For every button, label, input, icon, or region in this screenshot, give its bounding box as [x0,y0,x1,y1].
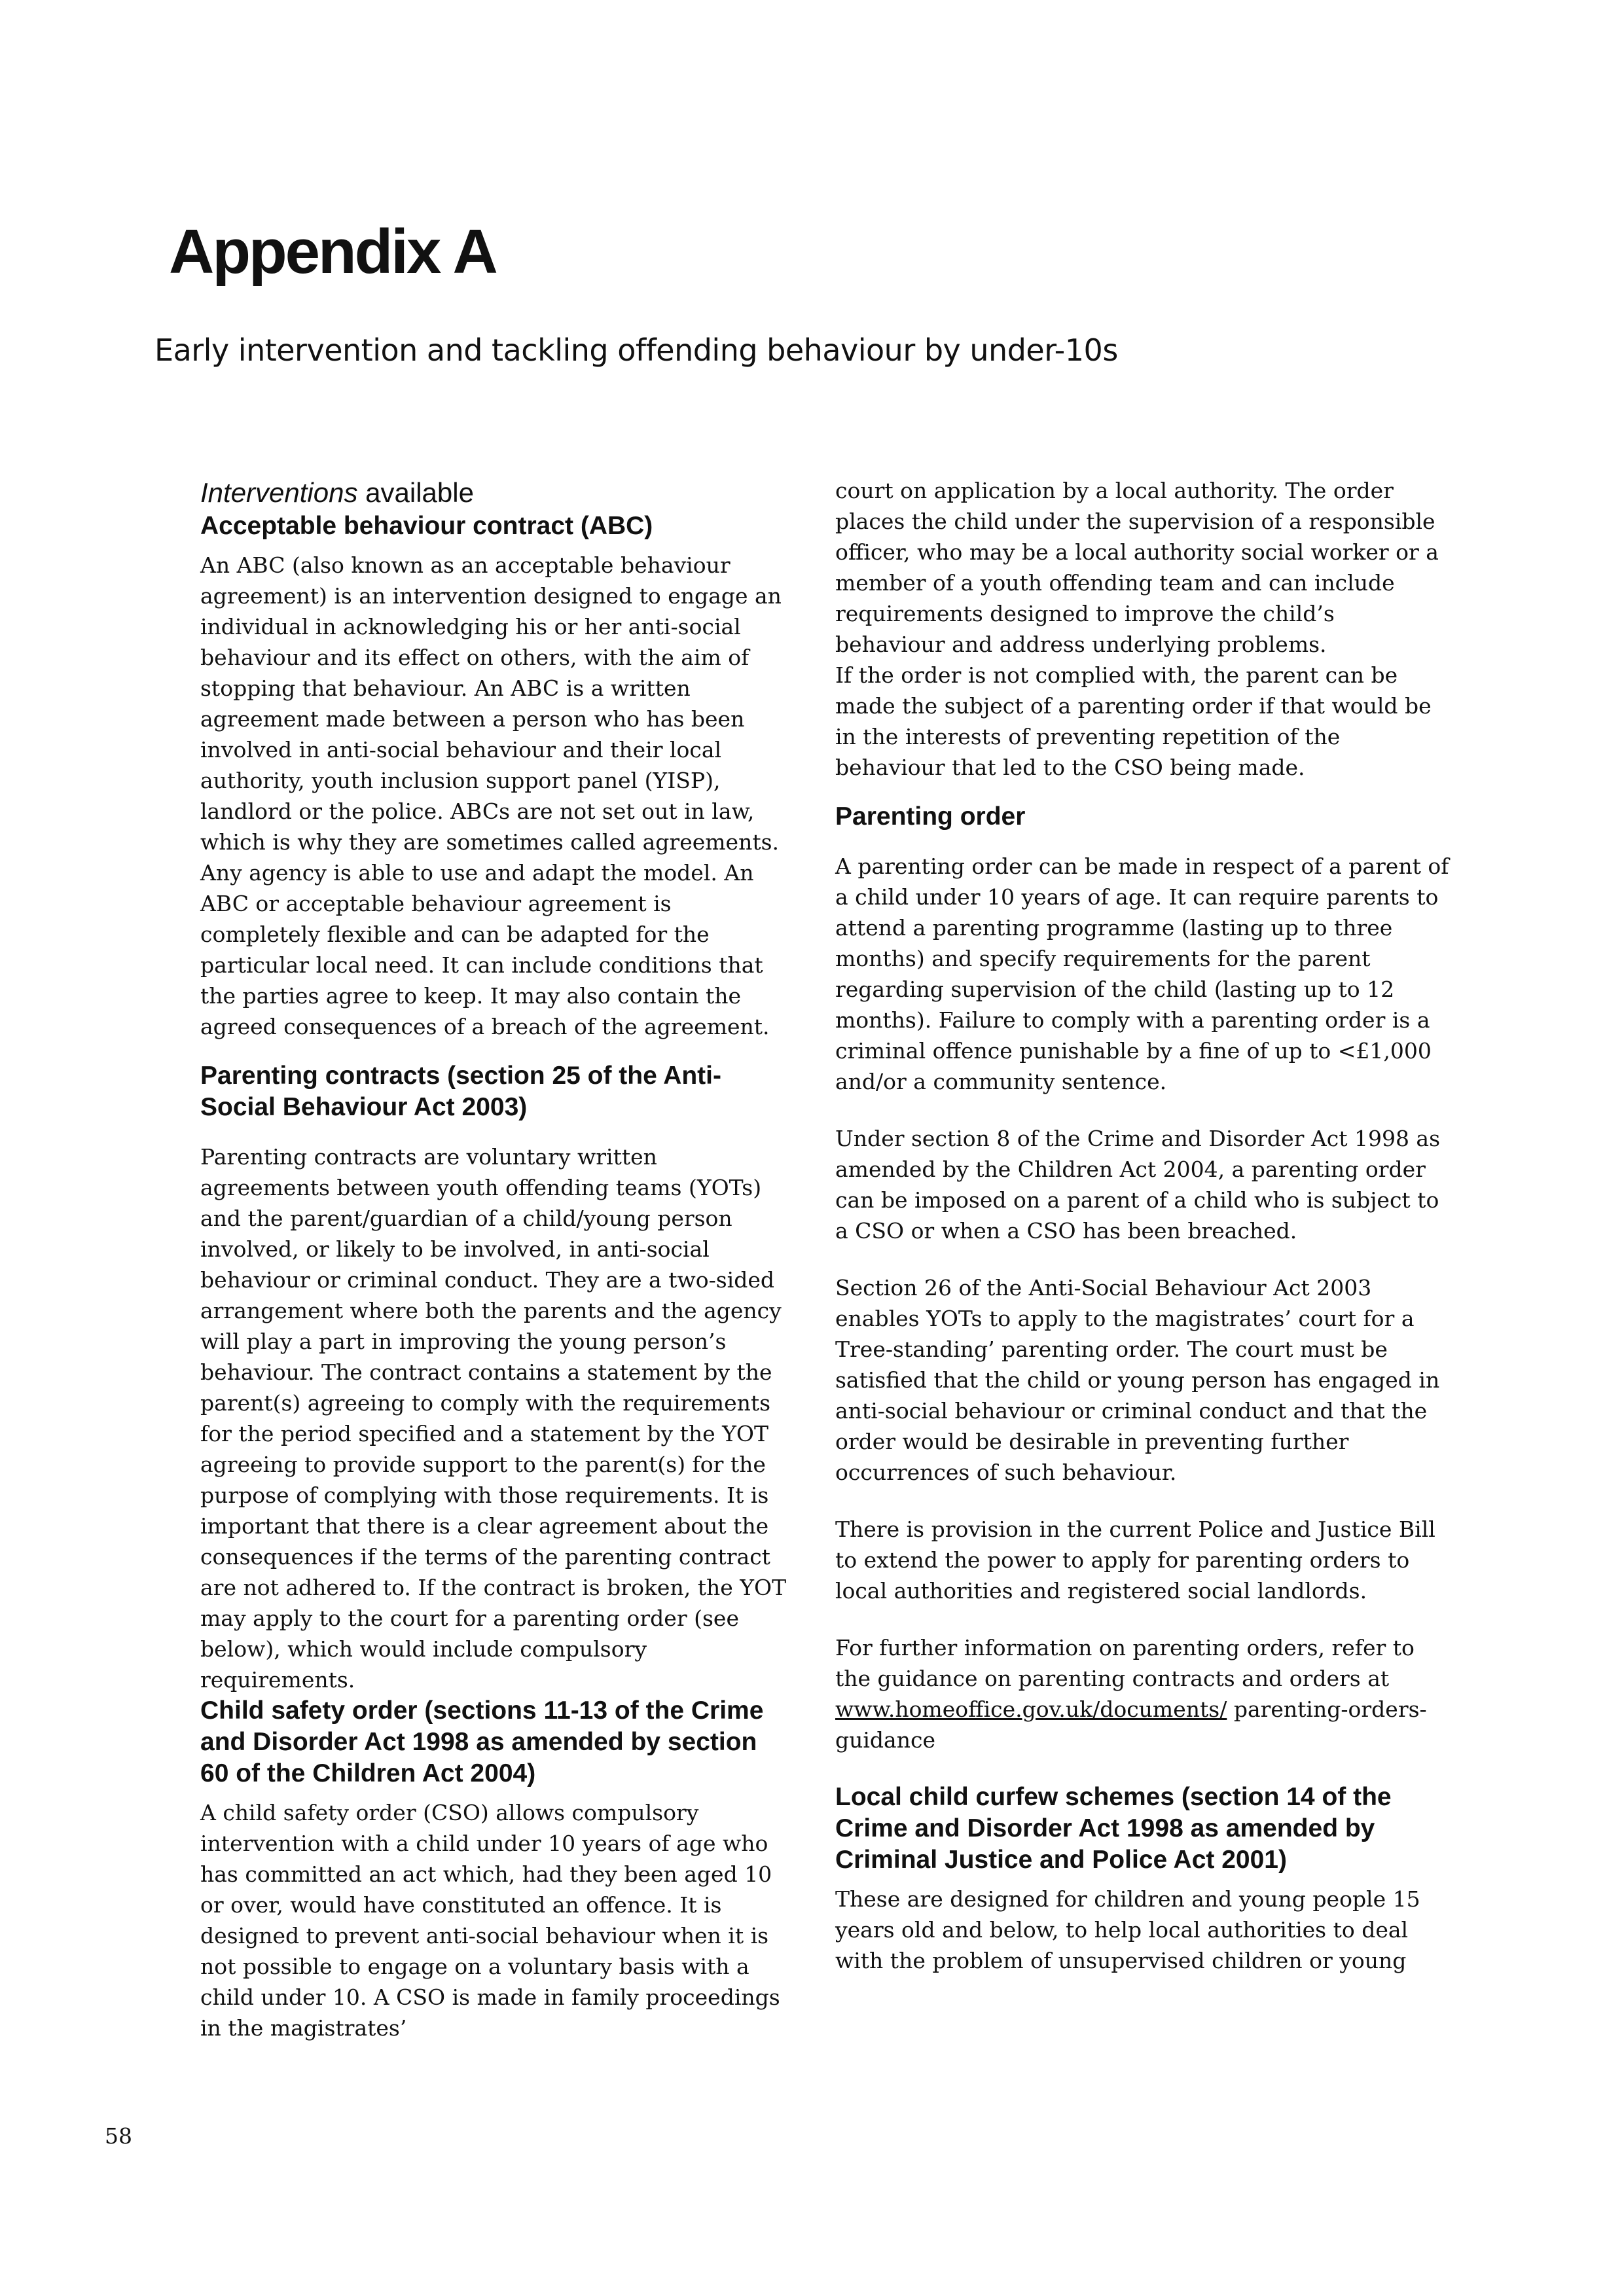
interventions-heading-rest: available [357,477,474,508]
abc-heading: Acceptable behaviour contract (ABC) [200,512,653,540]
cso-noncompliance-paragraph: If the order is not complied with, the parent can be made the subject of a parenting order if that would be in the interests of preventing repetition of the behaviour that led to the CSO being made. [835,662,1432,780]
right-column [835,475,1451,1976]
left-column [200,475,789,2043]
interventions-heading-italic: Interventions [200,477,358,508]
page-number: 58 [105,2123,132,2149]
parenting-contracts-paragraph: Parenting contracts are voluntary written agreements between youth offending teams (YOTs) and the parent/guardian of a child/young person involved, or likely to be involved, in anti-social behaviour or criminal conduct. They are a two-sided arrangement where both the parents and the agency will play a part in improving the young person’s behaviour. The contract contains a statement by the parent(s) agreeing to comply with the requirements for the period specified and a statement by the YOT agreeing to provide support to the parent(s) for the purpose of complying with those requirements. It is important that there is a clear agreement about the consequences if the terms of the parenting contract are not adhered to. If the contract is broken, the YOT may apply to the court for a parenting order (see below), which would include compulsory requirements. [200,1144,787,1693]
homeoffice-documents-link[interactable]: www.homeoffice.gov.uk/documents/ [835,1696,1227,1722]
parenting-contracts-heading: Parenting contracts (section 25 of the Anti-Social Behaviour Act 2003) [200,1062,721,1121]
page-title: Appendix A [169,217,496,287]
child-safety-order-heading: Child safety order (sections 11-13 of the Crime and Disorder Act 1998 as amended by section 60 of the Children Act 2004) [200,1696,764,1787]
parenting-order-paragraph-2: Under section 8 of the Crime and Disorder Act 1998 as amended by the Children Act 2004, a parenting order can be imposed on a parent of a child who is subject to a CSO or when a CSO has been breached. [835,1126,1441,1244]
parenting-order-heading: Parenting order [835,802,1026,831]
further-info-text: For further information on parenting orders, refer to the guidance on parenting contracts and orders at [835,1635,1415,1691]
parenting-order-paragraph-4: There is provision in the current Police and Justice Bill to extend the power to apply for parenting orders to local authorities and registered social landlords. [835,1516,1435,1604]
parenting-order-paragraph-3: Section 26 of the Anti-Social Behaviour Act 2003 enables YOTs to apply to the magistrates’ court for a Tree-standing’ parenting order. The court must be satisfied that the child or young person has engaged in anti-social behaviour or criminal conduct and that the order would be desirable in preventing further occurrences of such behaviour. [835,1275,1440,1485]
parenting-order-paragraph-1: A parenting order can be made in respect of a parent of a child under 10 years of age. It can require parents to attend a parenting programme (lasting up to three months) and specify requirements for the parent regarding supervision of the child (lasting up to 12 months). Failure to comply with a parenting order is a criminal offence punishable by a fine of up to <£1,000 and/or a community sentence. [835,853,1449,1094]
interventions-heading [200,475,789,511]
abc-paragraph: An ABC (also known as an acceptable behaviour agreement) is an intervention designed to engage an individual in acknowledging his or her anti-social behaviour and its effect on others, with the aim of stopping that behaviour. An ABC is a written agreement made between a person who has been involved in anti-social behaviour and their local authority, youth inclusion support panel (YISP), landlord or the police. ABCs are not set out in law, which is why they are sometimes called agreements. Any agency is able to use and adapt the model. An ABC or acceptable behaviour agreement is completely flexible and can be adapted for the particular local need. It can include conditions that the parties agree to keep. It may also contain the agreed consequences of a breach of the agreement. [200,552,782,1039]
further-info-tail: parenting-orders-guidance [835,1696,1427,1753]
curfew-schemes-paragraph: These are designed for children and young people 15 years old and below, to help local authorities to deal with the problem of unsupervised children or young [835,1886,1420,1973]
page-subtitle: Early intervention and tackling offending behaviour by under-10s [154,332,1118,368]
cso-continued-paragraph: court on application by a local authority. The order places the child under the supervision of a responsible officer, who may be a local authority social worker or a member of a youth offending team and can include requirements designed to improve the child’s behaviour and address underlying problems. [835,478,1439,657]
further-info-paragraph [835,1632,1451,1755]
curfew-schemes-heading: Local child curfew schemes (section 14 of the Crime and Disorder Act 1998 as amended by Criminal Justice and Police Act 2001) [835,1783,1392,1874]
child-safety-order-paragraph: A child safety order (CSO) allows compulsory intervention with a child under 10 years of age who has committed an act which, had they been aged 10 or over, would have constituted an offence. It is designed to prevent anti-social behaviour when it is not possible to engage on a voluntary basis with a child under 10. A CSO is made in family proceedings in the magistrates’ [200,1800,780,2041]
